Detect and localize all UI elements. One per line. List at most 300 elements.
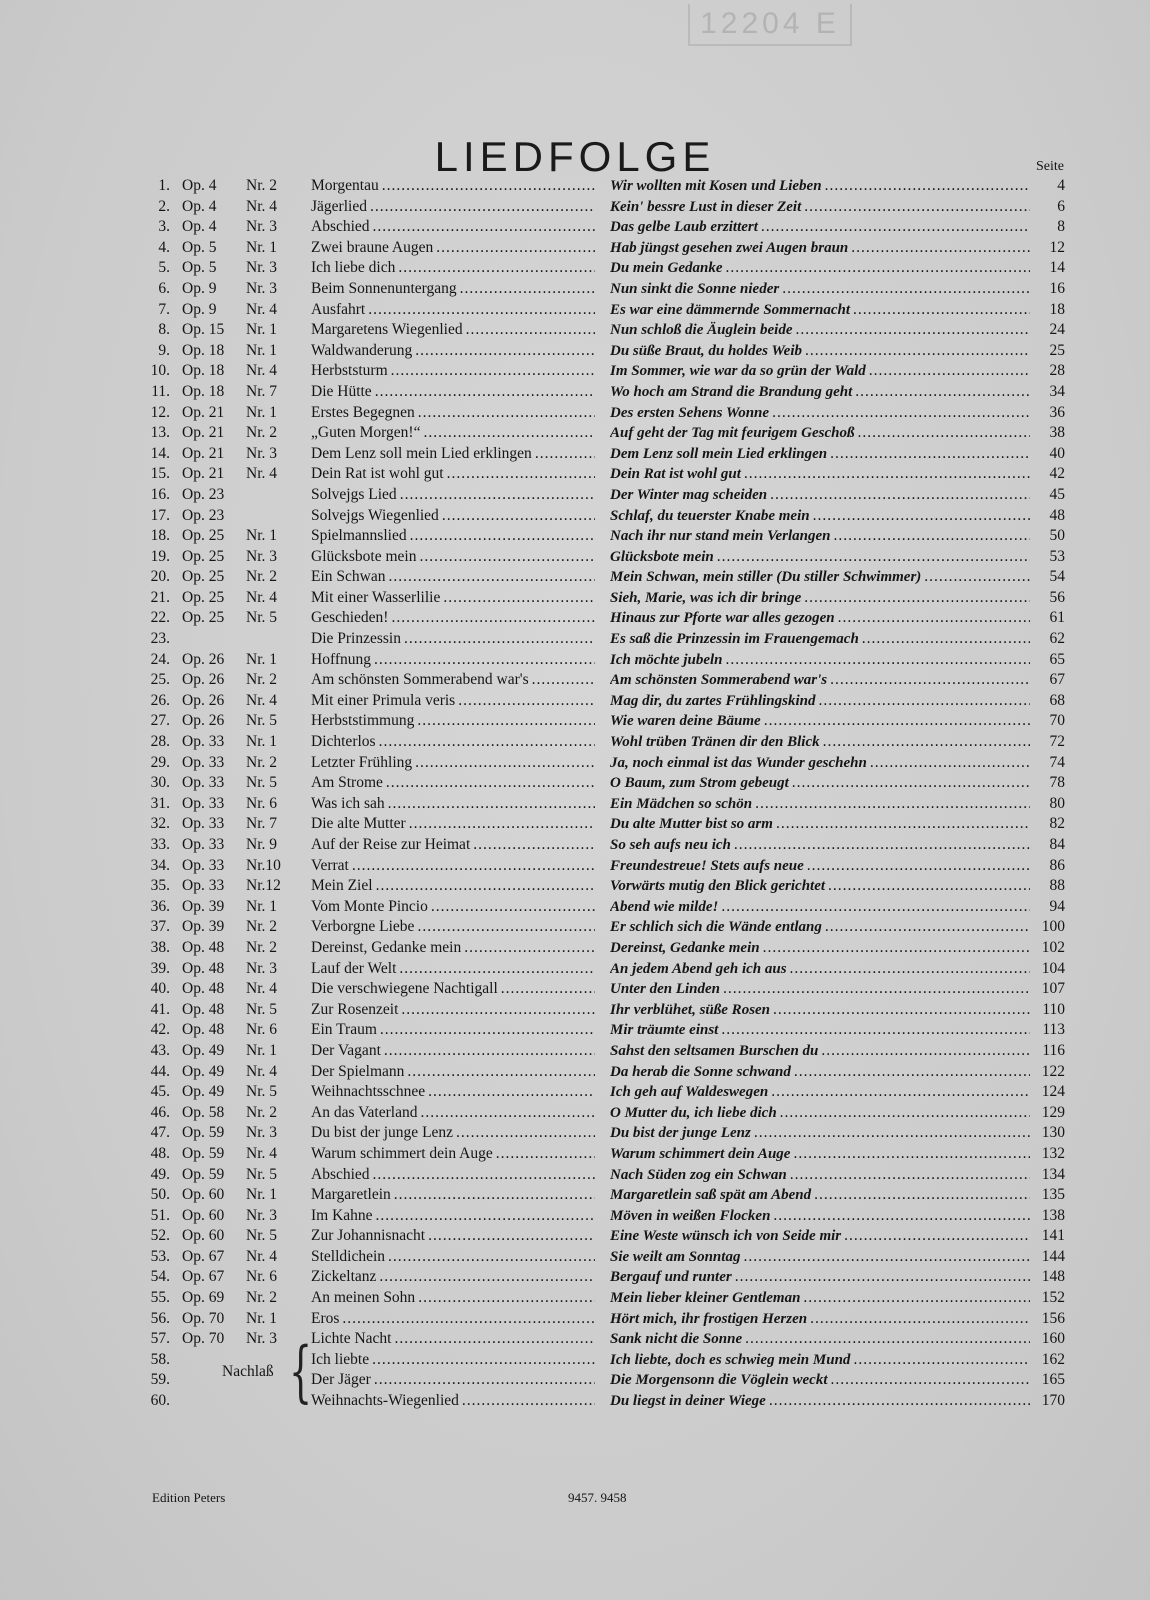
song-incipit: Wir wollten mit Kosen und Lieben [610,178,822,194]
dot-leader [431,897,595,918]
song-incipit: Im Sommer, wie war da so grün der Wald [610,363,866,380]
song-title-cell [311,938,595,959]
dot-leader [831,1370,1030,1391]
song-opus: Op. 18 [182,362,225,380]
song-row [0,732,1150,753]
song-page: 61 [1049,609,1065,627]
song-title: Lichte Nacht [311,1330,392,1348]
song-incipit-cell [610,464,1030,485]
song-opus-number: Nr. 2 [246,424,277,442]
song-title-cell [311,1041,595,1062]
song-opus-number: Nr. 1 [246,527,277,545]
song-opus-number: Nr. 9 [246,836,277,853]
dot-leader [764,711,1030,732]
song-opus: Op. 33 [182,753,225,771]
song-title-cell [311,1165,595,1186]
song-opus-number: Nr. 3 [246,1124,277,1142]
song-incipit: Nun schloß die Äuglein beide [610,322,793,339]
song-page: 113 [1042,1021,1065,1039]
dot-leader [428,1226,595,1247]
song-opus-number: Nr. 1 [246,733,277,751]
song-opus-number: Nr. 3 [246,279,277,297]
song-title: Der Vagant [311,1041,381,1059]
dot-leader [825,917,1030,938]
song-incipit: Kein' bessre Lust in dieser Zeit [610,198,802,215]
song-page: 62 [1049,630,1065,648]
song-opus: Op. 59 [182,1165,225,1183]
dot-leader [870,753,1030,774]
song-opus-number: Nr. 5 [246,774,277,792]
song-opus: Op. 15 [182,321,225,339]
dot-leader [771,1082,1030,1103]
song-number: 41. [150,1000,170,1018]
song-incipit-cell [610,897,1030,918]
song-page: 34 [1049,382,1065,400]
dot-leader [770,485,1030,506]
song-title: An das Vaterland [311,1103,418,1121]
song-title-cell [311,711,595,732]
song-opus: Op. 48 [182,1000,225,1018]
song-incipit: Freundestreue! Stets aufs neue [610,857,804,874]
dot-leader [769,1391,1030,1412]
song-opus-number: Nr. 4 [246,1144,277,1162]
song-number: 37. [150,918,170,936]
song-page: 100 [1041,918,1065,936]
song-opus-number: Nr. 7 [246,382,277,400]
song-row [0,526,1150,547]
dot-leader [372,1350,595,1371]
song-incipit-cell [610,485,1030,506]
song-title-cell [311,897,595,918]
dot-leader [830,444,1030,465]
song-row [0,1062,1150,1083]
song-page: 28 [1049,362,1065,380]
dot-leader [388,567,595,588]
song-opus: Op. 49 [182,1083,225,1101]
dot-leader [386,773,595,794]
song-number: 20. [150,568,170,586]
song-number: 48. [150,1144,170,1162]
song-opus: Op. 60 [182,1227,225,1245]
dot-leader [776,814,1030,835]
song-row [0,1041,1150,1062]
song-title: Zur Johannisnacht [311,1227,426,1245]
song-row [0,856,1150,877]
song-page: 4 [1057,177,1065,194]
song-opus-number: Nr. 4 [246,980,277,998]
song-number: 54. [150,1268,170,1286]
song-row [0,650,1150,671]
dot-leader [790,959,1030,980]
song-row [0,1082,1150,1103]
song-opus: Op. 21 [182,444,225,462]
song-number: 27. [150,712,170,730]
song-incipit: Ich geh auf Waldeswegen [610,1084,769,1101]
song-title: Verborgne Liebe [311,918,415,936]
song-title-cell [311,1062,595,1083]
page-title: LIEDFOLGE [434,133,716,181]
dot-leader [368,300,595,321]
song-incipit-cell [610,238,1030,259]
song-page: 148 [1041,1268,1065,1286]
song-title: Am schönsten Sommerabend war's [311,671,529,689]
song-opus: Op. 25 [182,547,225,565]
song-title-cell [311,917,595,938]
song-opus-number: Nr. 2 [246,177,277,194]
dot-leader [374,1370,595,1391]
song-opus-number: Nr. 1 [246,897,277,915]
song-title-cell [311,1123,595,1144]
song-page: 162 [1041,1350,1065,1368]
song-number: 19. [150,547,170,565]
publisher-footer: Edition Peters [152,1490,226,1505]
dot-leader [814,1185,1030,1206]
song-row [0,917,1150,938]
song-opus: Op. 67 [182,1268,225,1286]
song-title-cell [311,876,595,897]
song-page: 124 [1041,1083,1065,1101]
song-opus-number: Nr. 1 [246,1309,277,1327]
song-opus: Op. 33 [182,877,225,895]
song-incipit: So seh aufs neu ich [610,837,731,853]
song-opus-number: Nr. 5 [246,712,277,730]
song-opus-number: Nr. 6 [246,1021,277,1039]
song-opus-number: Nr. 1 [246,1186,277,1204]
song-title: Die alte Mutter [311,815,406,833]
song-title: Am Strome [311,774,383,792]
song-page: 134 [1041,1165,1065,1183]
song-opus-number: Nr. 1 [246,650,277,668]
song-opus-number: Nr. 4 [246,691,277,709]
dot-leader [462,1391,595,1412]
song-incipit-cell [610,300,1030,321]
song-incipit-cell [610,567,1030,588]
song-title: Der Spielmann [311,1062,405,1080]
song-page: 54 [1049,568,1065,586]
song-number: 56. [150,1309,170,1327]
nachlass-brace: { [289,1333,313,1410]
song-opus: Op. 59 [182,1124,225,1142]
song-opus-number: Nr. 5 [246,1083,277,1101]
song-page: 135 [1041,1186,1065,1204]
dot-leader [821,1041,1030,1062]
dot-leader [400,485,595,506]
song-opus-number: Nr. 3 [246,959,277,977]
song-number: 8. [158,321,170,339]
song-row [0,835,1150,856]
song-number: 14. [150,444,170,462]
song-incipit-cell [610,650,1030,671]
song-number: 50. [150,1186,170,1204]
song-page: 65 [1049,650,1065,668]
song-title-cell [311,567,595,588]
song-title: Die Hütte [311,382,372,400]
song-number: 3. [158,218,170,236]
song-opus: Op. 18 [182,341,225,359]
song-incipit: Sieh, Marie, was ich dir bringe [610,589,802,606]
song-page: 84 [1049,836,1065,853]
dot-leader [790,1165,1030,1186]
song-incipit-cell [610,814,1030,835]
song-incipit-cell [610,1020,1030,1041]
song-opus: Op. 33 [182,856,225,874]
song-page: 116 [1042,1041,1065,1059]
song-opus: Op. 4 [182,218,217,236]
dot-leader [410,526,595,547]
dot-leader [442,506,595,527]
song-title: Zwei braune Augen [311,238,434,256]
song-row [0,1350,1150,1371]
song-opus-number: Nr. 1 [246,1041,277,1059]
song-row [0,506,1150,527]
song-title-cell [311,732,595,753]
dot-leader [754,1123,1030,1144]
song-number: 57. [150,1330,170,1348]
song-row [0,1020,1150,1041]
song-incipit: O Baum, zum Strom gebeugt [610,775,789,792]
song-incipit-cell [610,691,1030,712]
song-number: 4. [158,238,170,256]
song-row [0,1103,1150,1124]
song-opus-number: Nr. 7 [246,815,277,833]
song-incipit-cell [610,753,1030,774]
song-page: 107 [1041,980,1065,998]
song-title-cell [311,547,595,568]
song-row [0,403,1150,424]
song-incipit-cell [610,423,1030,444]
song-opus-number: Nr.12 [246,877,281,895]
song-incipit: Glücksbote mein [610,548,714,565]
song-number: 34. [150,856,170,874]
song-incipit-cell [610,1041,1030,1062]
song-opus: Op. 39 [182,918,225,936]
dot-leader [373,217,595,238]
song-opus: Op. 59 [182,1144,225,1162]
song-opus-number: Nr. 3 [246,218,277,236]
song-row [0,753,1150,774]
song-opus: Op. 49 [182,1041,225,1059]
song-incipit-cell [610,959,1030,980]
song-title-cell [311,1391,595,1412]
dot-leader [807,856,1030,877]
dot-leader [862,629,1030,650]
song-number: 59. [150,1371,170,1389]
dot-leader [804,197,1030,218]
song-title: Glücksbote mein [311,547,417,565]
dot-leader [804,588,1030,609]
dot-leader [535,444,595,465]
song-page: 70 [1049,712,1065,730]
song-page: 144 [1041,1247,1065,1265]
dot-leader [828,876,1030,897]
song-incipit-cell [610,1350,1030,1371]
song-incipit-cell [610,258,1030,279]
dot-leader [456,1123,595,1144]
song-number: 22. [150,609,170,627]
song-opus-number: Nr. 4 [246,197,277,215]
song-page: 12 [1049,238,1065,256]
song-title: Ausfahrt [311,300,366,318]
song-title-cell [311,588,595,609]
song-title: „Guten Morgen!“ [311,424,421,442]
song-incipit-cell [610,773,1030,794]
song-incipit: Margaretlein saß spät am Abend [610,1187,812,1204]
song-title-cell [311,1144,595,1165]
dot-leader [744,464,1030,485]
song-title-cell [311,258,595,279]
dot-leader [379,1267,595,1288]
song-title: Dichterlos [311,733,376,751]
song-row [0,1123,1150,1144]
song-incipit-cell [610,547,1030,568]
song-incipit: Er schlich sich die Wände entlang [610,919,822,936]
dot-leader [399,959,595,980]
song-opus-number: Nr. 2 [246,671,277,689]
song-title-cell [311,361,595,382]
song-page: 45 [1049,485,1065,503]
dot-leader [496,1144,595,1165]
song-title: Die verschwiegene Nachtigall [311,980,498,998]
song-opus-number: Nr. 1 [246,341,277,359]
song-incipit-cell [610,1165,1030,1186]
song-number: 31. [150,794,170,812]
song-title: Herbststurm [311,362,388,380]
song-incipit: Am schönsten Sommerabend war's [610,672,828,689]
song-opus-number: Nr. 1 [246,321,277,339]
song-title-cell [311,670,595,691]
song-incipit-cell [610,794,1030,815]
dot-leader [398,258,595,279]
song-incipit-cell [610,938,1030,959]
song-row [0,1329,1150,1350]
dot-leader [772,403,1030,424]
dot-leader [780,1103,1030,1124]
song-opus-number: Nr. 4 [246,1247,277,1265]
song-incipit-cell [610,361,1030,382]
song-incipit-cell [610,1185,1030,1206]
song-number: 29. [150,753,170,771]
song-opus-number: Nr. 3 [246,547,277,565]
song-row [0,300,1150,321]
dot-leader [407,1062,595,1083]
song-row [0,1370,1150,1391]
song-number: 24. [150,650,170,668]
dot-leader [833,526,1030,547]
dot-leader [743,1247,1030,1268]
song-title-cell [311,300,595,321]
dot-leader [782,279,1030,300]
song-number: 2. [158,197,170,215]
song-incipit: Ich liebte, doch es schwieg mein Mund [610,1351,851,1368]
song-title: Dem Lenz soll mein Lied erklingen [311,444,532,462]
song-incipit: Nach ihr nur stand mein Verlangen [610,528,831,545]
song-page: 14 [1049,259,1065,277]
dot-leader [391,608,595,629]
dot-leader [417,917,595,938]
song-row [0,691,1150,712]
dot-leader [773,1206,1030,1227]
song-page: 40 [1049,444,1065,462]
song-incipit: Wohl trüben Tränen dir den Blick [610,734,820,751]
song-incipit-cell [610,1370,1030,1391]
song-title-cell [311,197,595,218]
song-number: 52. [150,1227,170,1245]
song-title: Jägerlied [311,197,367,215]
song-row [0,176,1150,197]
dot-leader [473,835,595,856]
dot-leader [374,650,595,671]
dot-leader [373,1165,595,1186]
song-incipit-cell [610,403,1030,424]
song-page: 141 [1041,1227,1065,1245]
song-opus: Op. 26 [182,650,225,668]
song-row [0,258,1150,279]
song-title: Spielmannslied [311,527,407,545]
dot-leader [388,1247,595,1268]
song-opus: Op. 33 [182,794,225,812]
song-number: 10. [150,362,170,380]
song-title: Waldwanderung [311,341,413,359]
song-opus-number: Nr. 4 [246,1062,277,1080]
song-number: 23. [150,630,170,648]
song-number: 17. [150,506,170,524]
song-title-cell [311,1020,595,1041]
song-title-cell [311,238,595,259]
dot-leader [342,1309,595,1330]
song-title-cell [311,814,595,835]
song-incipit: Du süße Braut, du holdes Weib [610,342,802,359]
song-title-cell [311,382,595,403]
song-row [0,1309,1150,1330]
song-title: Weihnachtsschnee [311,1083,426,1101]
song-number: 21. [150,588,170,606]
song-title: Abschied [311,1165,370,1183]
song-title-cell [311,217,595,238]
song-title-cell [311,1000,595,1021]
song-opus: Op. 60 [182,1186,225,1204]
song-incipit-cell [610,1123,1030,1144]
song-number: 15. [150,465,170,483]
song-page: 160 [1041,1330,1065,1348]
song-page: 42 [1049,465,1065,483]
dot-leader [853,300,1030,321]
song-row [0,279,1150,300]
song-title: Letzter Frühling [311,753,413,771]
song-incipit-cell [610,197,1030,218]
song-incipit-cell [610,1329,1030,1350]
song-incipit-cell [610,176,1030,197]
song-title-cell [311,794,595,815]
song-opus: Op. 49 [182,1062,225,1080]
dot-leader [458,691,595,712]
song-incipit: Sie weilt am Sonntag [610,1248,741,1265]
song-title: Mein Ziel [311,877,373,895]
dot-leader [853,1350,1030,1371]
song-row [0,1144,1150,1165]
song-row [0,1165,1150,1186]
dot-leader [379,732,595,753]
song-incipit-cell [610,1267,1030,1288]
song-row [0,444,1150,465]
song-opus-number: Nr. 1 [246,238,277,256]
dot-leader [501,979,595,1000]
song-title: Eros [311,1309,340,1327]
song-incipit-cell [610,629,1030,650]
song-page: 24 [1049,321,1065,339]
song-title: Erstes Begegnen [311,403,415,421]
song-opus: Op. 67 [182,1247,225,1265]
song-title: Du bist der junge Lenz [311,1124,454,1142]
